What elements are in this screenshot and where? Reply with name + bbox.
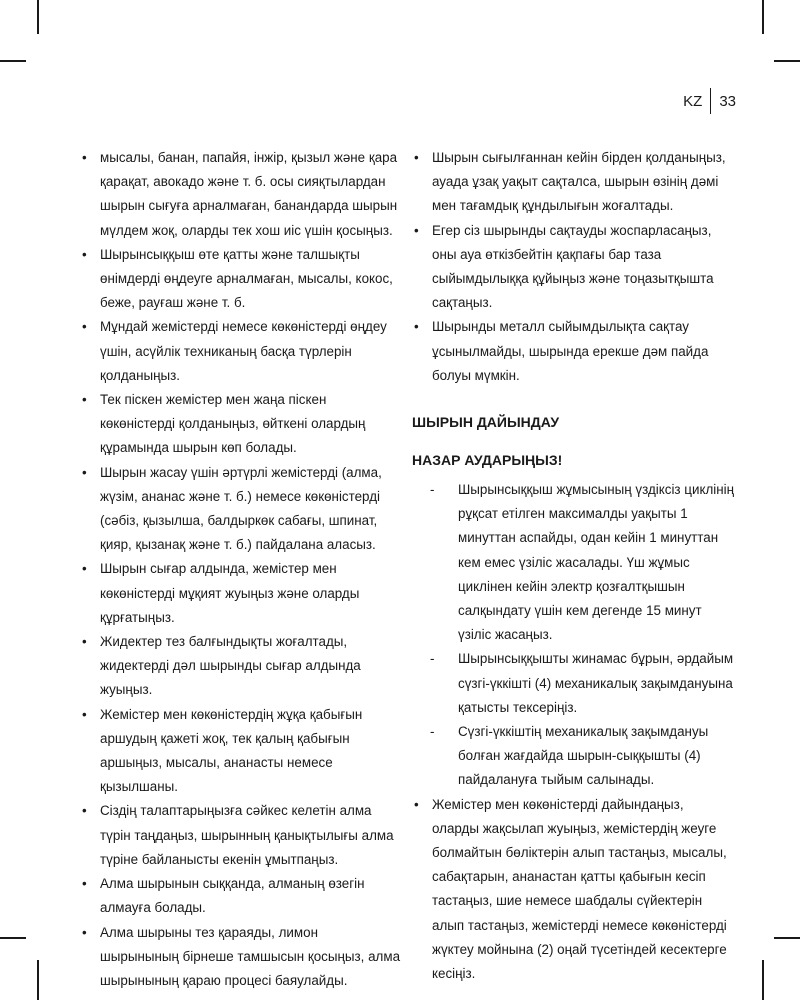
list-item-text: мысалы, банан, папайя, інжір, қызыл және қара қарақат, авокадо және т. б. осы сияқтылардан шырын сығуға арналмаған, банандарда шырын мүлдем жоқ, оларды тек хош иіс үшін қосыңыз. bbox=[100, 150, 398, 238]
crop-mark bbox=[37, 0, 39, 34]
crop-mark bbox=[774, 60, 800, 62]
list-item-text: Тек піскен жемістер мен жаңа піскен көкөністерді қолданыңыз, өйткені олардың құрамында шырын көп болады. bbox=[100, 392, 366, 456]
list-item bbox=[412, 315, 734, 388]
list-item bbox=[412, 146, 734, 219]
attention-item-text: Шырынсыққышты жинамас бұрын, әрдайым сүзгі-үккішті (4) механикалық зақымдануына қатысты тексеріңіз. bbox=[458, 651, 734, 715]
list-item-text: Алма шырыны тез қараяды, лимон шырынының бірнеше тамшысын қосыңыз, алма шырынының қараю процесі баяулайды. bbox=[100, 924, 401, 988]
list-item bbox=[80, 461, 400, 558]
list-item bbox=[80, 872, 400, 920]
list-item-text: Алма шырынын сыққанда, алманың өзегін алмауға болады. bbox=[100, 876, 365, 916]
list-item bbox=[80, 703, 400, 800]
bullet: • bbox=[82, 803, 87, 819]
list-item bbox=[80, 388, 400, 461]
bullet: • bbox=[82, 246, 87, 262]
bullet: • bbox=[414, 319, 419, 335]
bullet: • bbox=[82, 150, 87, 165]
list-item bbox=[80, 799, 400, 872]
crop-mark bbox=[762, 0, 764, 34]
bullet: • bbox=[82, 876, 87, 892]
list-item bbox=[412, 219, 734, 316]
list-item bbox=[80, 315, 400, 388]
list-item bbox=[80, 630, 400, 703]
attention-heading: НАЗАР АУДАРЫҢЫЗ! bbox=[412, 452, 563, 469]
list-item-text: Жемістер мен көкөністерді дайындаңыз, оларды жақсылап жуыңыз, жемістердің жеуге болмайтын бөліктерін алып тастаңыз, мысалы, сабақтарын, ананастан қатты қабығын кесіп тастаңыз, шие немесе шабдалы сүйектерін алып тастаңыз, жемістерді немесе көкөністерді жүктеу мойнына (2) оңай түсетіндей кесектерге кесіңіз. bbox=[432, 796, 727, 982]
list-item-text: Жемістер мен көкөністердің жұқа қабығын аршудың қажеті жоқ, тек қалың қабығын аршыңыз, мысалы, ананасты немесе қызылшаны. bbox=[100, 706, 363, 795]
list-item-text: Сіздің талаптарыңызға сәйкес келетін алма түрін таңдаңыз, шырынның қанықтылығы алма түріне байланысты екенін ұмытпаңыз. bbox=[100, 803, 394, 867]
attention-item bbox=[430, 478, 734, 647]
bullet: • bbox=[82, 634, 87, 650]
attention-item bbox=[430, 647, 734, 720]
list-item-text: Шырын сығар алдында, жемістер мен көкөністерді мұқият жуыңыз және оларды құрғатыңыз. bbox=[100, 561, 360, 625]
language-code: KZ bbox=[683, 92, 703, 110]
crop-mark bbox=[762, 960, 764, 1000]
list-item bbox=[80, 557, 400, 630]
bullet: • bbox=[414, 796, 419, 812]
page-header bbox=[683, 88, 736, 114]
dash: - bbox=[430, 651, 435, 667]
bullet: • bbox=[82, 319, 87, 335]
crop-mark bbox=[774, 937, 800, 939]
bullet: • bbox=[82, 561, 87, 577]
list-item-text: Шырынсыққыш өте қатты және талшықты өнімдерді өңдеуге арналмаған, мысалы, кокос, беже, рауғаш және т. б. bbox=[100, 246, 393, 311]
crop-mark bbox=[37, 960, 39, 1000]
dash: - bbox=[430, 724, 435, 740]
crop-mark bbox=[0, 937, 26, 939]
attention-item-text: Шырынсыққыш жұмысының үздіксіз циклінің рұқсат етілген максималды уақыты 1 минуттан аспайды, одан кейін 1 минуттан кем емес үзіліс жасалады. Үш жұмыс циклінен кейін электр қозғалтқышын салқындату үшін кем дегенде 15 минут үзіліс жасаңыз. bbox=[458, 482, 735, 643]
list-item-text: Егер сіз шырынды сақтауды жоспарласаңыз, оны ауа өткізбейтін қақпағы бар таза сыйымдылыққа құйыңыз және тоңазытқышта сақтаңыз. bbox=[432, 222, 714, 311]
header-divider bbox=[710, 88, 711, 114]
crop-mark bbox=[0, 60, 26, 62]
bullet: • bbox=[82, 464, 87, 480]
right-column bbox=[412, 146, 734, 986]
list-item bbox=[80, 243, 400, 316]
bullet: • bbox=[414, 150, 419, 165]
bullet: • bbox=[414, 222, 419, 238]
list-item-text: Шырын сығылғаннан кейін бірден қолданыңыз, ауада ұзақ уақыт сақталса, шырын өзінің дәмі мен тағамдық құндылығын жоғалтады. bbox=[432, 150, 726, 214]
page-number: 33 bbox=[719, 92, 736, 110]
attention-item bbox=[430, 720, 734, 793]
list-item bbox=[80, 921, 400, 994]
dash: - bbox=[430, 482, 435, 498]
list-item-text: Шырын жасау үшін әртүрлі жемістерді (алма, жүзім, ананас және т. б.) немесе көкөністерді (сәбіз, қызылша, балдыркөк сабағы, шпинат, қияр, қызанақ және т. б.) пайдалана аласыз. bbox=[100, 464, 382, 553]
bullet: • bbox=[82, 706, 87, 722]
bullet: • bbox=[82, 924, 87, 940]
left-column bbox=[80, 146, 400, 993]
section-heading: ШЫРЫН ДАЙЫНДАУ bbox=[412, 414, 560, 431]
list-item bbox=[80, 146, 400, 243]
bullet: • bbox=[82, 392, 87, 408]
list-item bbox=[412, 793, 734, 987]
list-item-text: Жидектер тез балғындықты жоғалтады, жидектерді дәл шырынды сығар алдында жуыңыз. bbox=[100, 634, 361, 698]
list-item-text: Шырынды металл сыйымдылықта сақтау ұсынылмайды, шырында ерекше дәм пайда болуы мүмкін. bbox=[432, 319, 709, 383]
attention-item-text: Сүзгі-үккіштің механикалық зақымдануы болған жағдайда шырын-сыққышты (4) пайдалануға тыйым салынады. bbox=[458, 724, 709, 788]
list-item-text: Мұндай жемістерді немесе көкөністерді өңдеу үшін, асүйлік техниканың басқа түрлерін қолданыңыз. bbox=[100, 319, 387, 383]
